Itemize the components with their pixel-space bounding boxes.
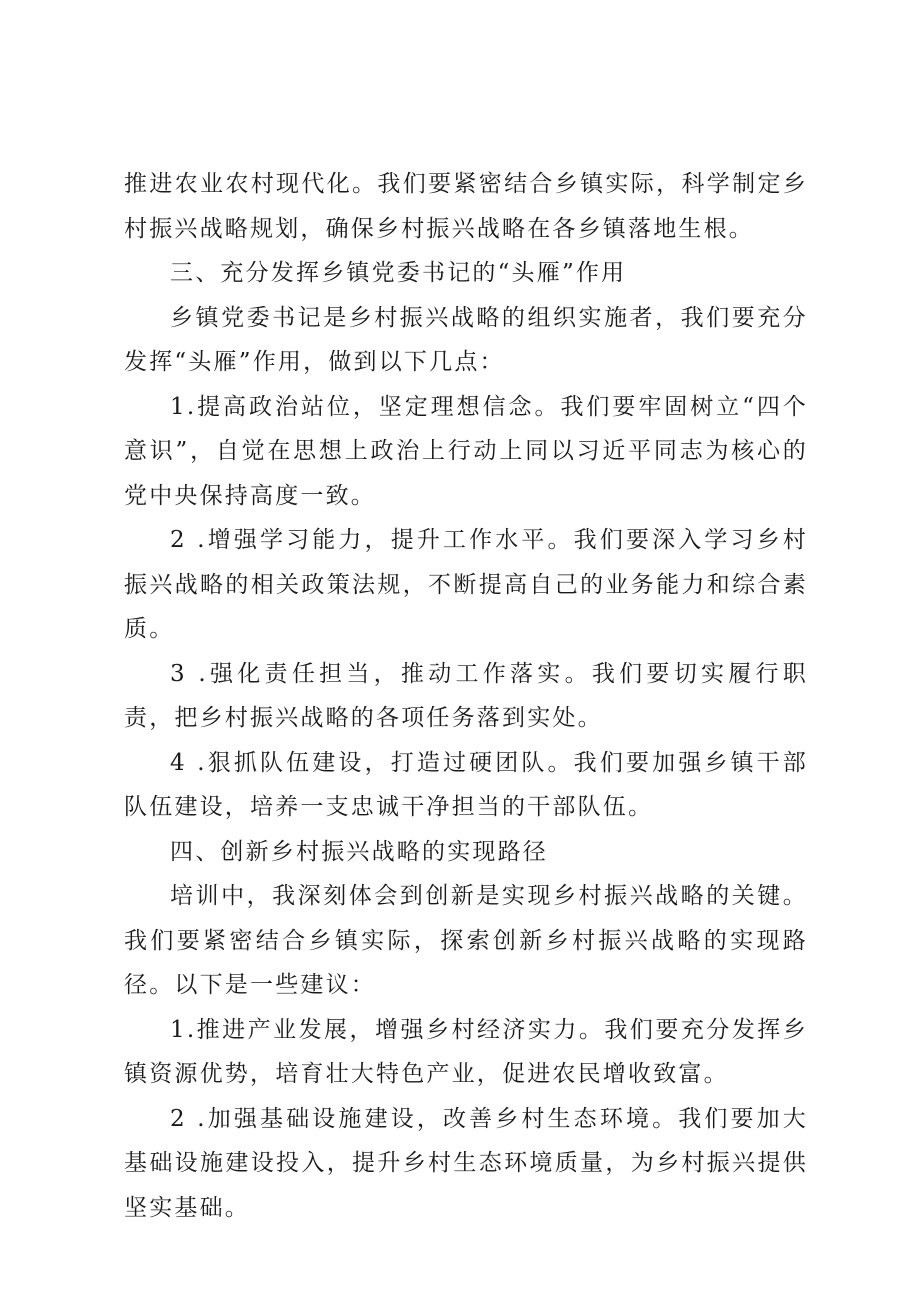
list-item-4: 4 .狠抓队伍建设，打造过硬团队。我们要加强乡镇干部队伍建设，培养一支忠诚干净担当的干部队伍。 [124, 749, 808, 820]
list-item-1: 1.提高政治站位，坚定理想信念。我们要牢固树立“四个意识”，自觉在思想上政治上行动上同以习近平同志为核心的党中央保持高度一致。 [124, 393, 808, 509]
list-item-3: 3 .强化责任担当，推动工作落实。我们要切实履行职责，把乡村振兴战略的各项任务落到实处。 [124, 660, 808, 731]
section-heading-3: 三、充分发挥乡镇党委书记的“头雁”作用 [170, 260, 627, 286]
paragraph: 乡镇党委书记是乡村振兴战略的组织实施者，我们要充分发挥“头雁”作用，做到以下几点： [124, 304, 808, 375]
paragraph-continuation: 推进农业农村现代化。我们要紧密结合乡镇实际，科学制定乡村振兴战略规划，确保乡村振兴战略在各乡镇落地生根。 [124, 171, 808, 242]
paragraph: 培训中，我深刻体会到创新是实现乡村振兴战略的关键。我们要紧密结合乡镇实际，探索创新乡村振兴战略的实现路径。以下是一些建议： [124, 883, 808, 998]
list-item-2: 2 .加强基础设施建设，改善乡村生态环境。我们要加大基础设施建设投入，提升乡村生态环境质量，为乡村振兴提供坚实基础。 [124, 1105, 808, 1221]
list-item-1: 1.推进产业发展，增强乡村经济实力。我们要充分发挥乡镇资源优势，培育壮大特色产业，促进农民增收致富。 [124, 1016, 808, 1087]
document-body [124, 162, 808, 1230]
section-heading-4: 四、创新乡村振兴战略的实现路径 [170, 838, 548, 865]
list-item-2: 2 .增强学习能力，提升工作水平。我们要深入学习乡村振兴战略的相关政策法规，不断提高自己的业务能力和综合素质。 [124, 527, 808, 642]
